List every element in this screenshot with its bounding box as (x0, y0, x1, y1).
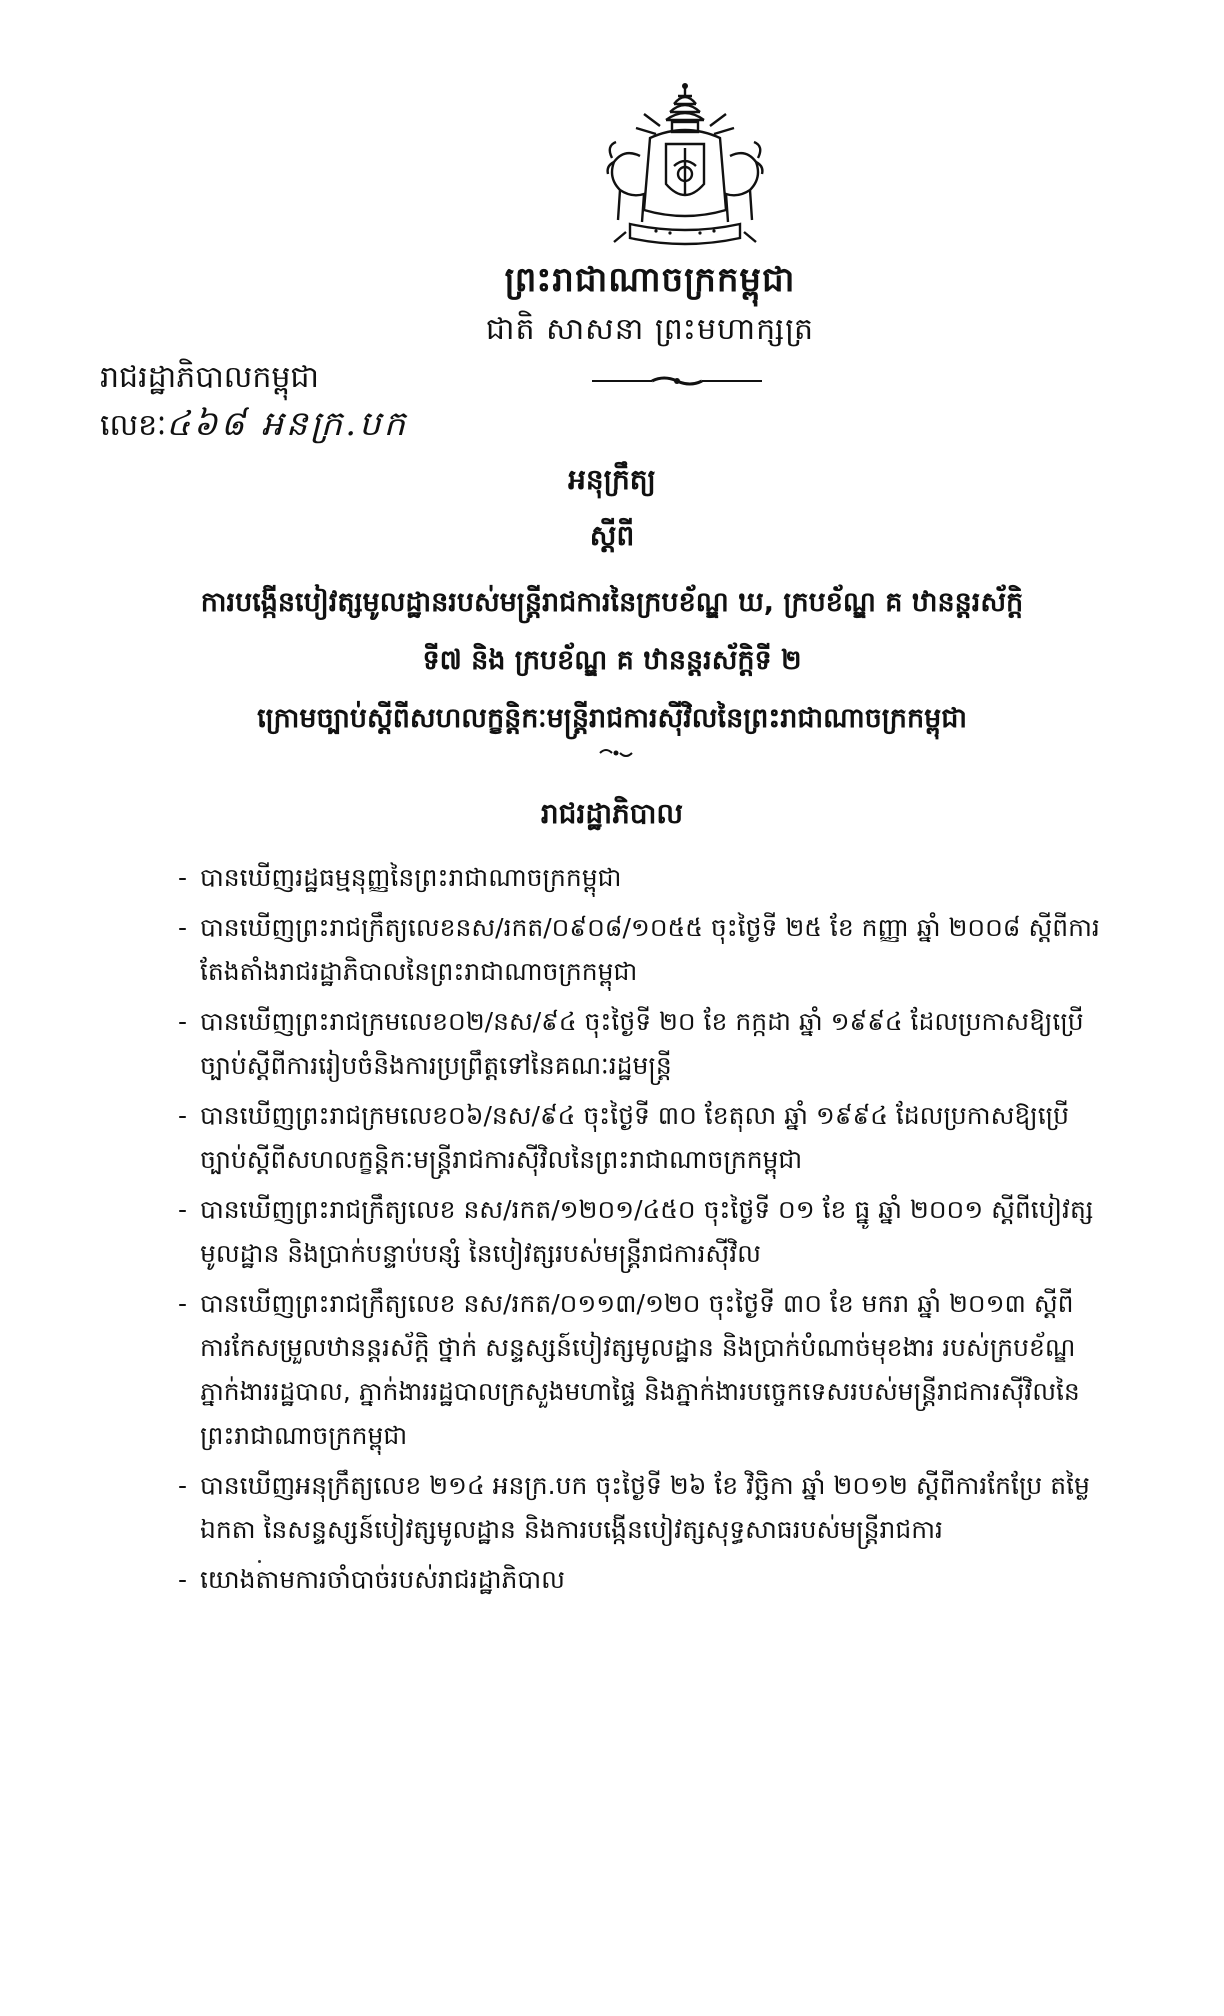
recital-item: - បានឃើញរដ្ឋធម្មនុញ្ញនៃព្រះរាជាណាចក្រកម្ពុជា (178, 856, 1108, 900)
issuing-government: រាជរដ្ឋាភិបាលកម្ពុជា (100, 360, 319, 395)
issuing-authority: រាជរដ្ឋាភិបាល (540, 797, 684, 830)
recital-item: - យោងតាមការចាំបាច់របស់រាជរដ្ឋាភិបាល (178, 1558, 1108, 1602)
recital-item: - បានឃើញព្រះរាជក្រឹត្យលេខនស/រកត/០៩០៨/១០៥៥ ចុះថ្ងៃទី ២៥ ខែ កញ្ញា ឆ្នាំ ២០០៨ ស្តីពីការតែងតាំងរាជរដ្ឋាភិបាលនៃព្រះរាជាណាចក្រកម្ពុជា (178, 906, 1108, 994)
royal-coat-of-arms-icon (590, 82, 780, 250)
recitals-list (178, 856, 1108, 1608)
about-label: ស្តីពី (589, 519, 635, 552)
recital-item: - បានឃើញអនុក្រឹត្យលេខ ២១៤ អនក្រ.បក ចុះថ្ងៃទី ២៦ ខែ វិច្ឆិកា ឆ្នាំ ២០១២ ស្តីពីការកែប្រែ តម្លៃឯកតា នៃសន្ទស្សន៍បៀវត្សមូលដ្ឋាន និងការបង្កើនបៀវត្សសុទ្ធសាធរបស់មន្ត្រីរាជការ (178, 1464, 1108, 1552)
handwritten-number: ៤៦៨ អនក្រ.បក (166, 404, 409, 444)
subject-line: ទី៧ និង ក្របខ័ណ្ឌ គ ឋានន្តរស័ក្តិទី ២ (422, 645, 802, 676)
small-ornament-icon (596, 746, 636, 760)
ornamental-divider (592, 374, 762, 388)
document-number (100, 402, 408, 452)
decree-subject (150, 574, 1074, 748)
kingdom-title: ព្រះរាជាណាចក្រកម្ពុជា (504, 260, 796, 300)
document-type: អនុក្រឹត្យ (568, 463, 656, 496)
subject-line: ក្រោមច្បាប់ស្តីពីសហលក្ខន្តិកៈមន្ត្រីរាជការស៊ីវិលនៃព្រះរាជាណាចក្រកម្ពុជា (257, 703, 967, 734)
recital-item: - បានឃើញព្រះរាជក្រមលេខ០៦/នស/៩៤ ចុះថ្ងៃទី ៣០ ខែតុលា ឆ្នាំ ១៩៩៤ ដែលប្រកាសឱ្យប្រើច្បាប់ស្តីពីសហលក្ខន្តិកៈមន្ត្រីរាជការស៊ីវិលនៃព្រះរាជាណាចក្រកម្ពុជា (178, 1094, 1108, 1182)
recital-item: - បានឃើញព្រះរាជក្រមលេខ០២/នស/៩៤ ចុះថ្ងៃទី ២០ ខែ កក្កដា ឆ្នាំ ១៩៩៤ ដែលប្រកាសឱ្យប្រើច្បាប់ស្តីពីការរៀបចំនិងការប្រព្រឹត្តទៅនៃគណៈរដ្ឋមន្ត្រី (178, 1000, 1108, 1088)
subject-line: ការបង្កើនបៀវត្សមូលដ្ឋានរបស់មន្ត្រីរាជការនៃក្របខ័ណ្ឌ ឃ, ក្របខ័ណ្ឌ គ ឋានន្តរស័ក្តិ (200, 587, 1024, 618)
scan-speck (258, 1560, 261, 1563)
national-motto: ជាតិ សាសនា ព្រះមហាក្សត្រ (485, 312, 815, 347)
recital-item: - បានឃើញព្រះរាជក្រឹត្យលេខ នស/រកត/១២០១/៤៥០ ចុះថ្ងៃទី ០១ ខែ ធ្នូ ឆ្នាំ ២០០១ ស្តីពីបៀវត្សមូលដ្ឋាន និងប្រាក់បន្ទាប់បន្សំ នៃបៀវត្សរបស់មន្ត្រីរាជការស៊ីវិល (178, 1188, 1108, 1276)
recital-item: - បានឃើញព្រះរាជក្រឹត្យលេខ នស/រកត/០១១៣/១២០ ចុះថ្ងៃទី ៣០ ខែ មករា ឆ្នាំ ២០១៣ ស្តីពីការកែសម្រួលឋានន្តរស័ក្តិ ថ្នាក់ សន្ទស្សន៍បៀវត្សមូលដ្ឋាន និងប្រាក់បំណាច់មុខងារ របស់ក្របខ័ណ្ឌភ្នាក់ងាររដ្ឋបាល, ភ្នាក់ងាររដ្ឋបាលក្រសួងមហាផ្ទៃ និងភ្នាក់ងារបច្ចេកទេសរបស់មន្ត្រីរាជការស៊ីវិលនៃព្រះរាជាណាចក្រកម្ពុជា (178, 1282, 1108, 1458)
document-number-label: លេខៈ (100, 408, 167, 443)
